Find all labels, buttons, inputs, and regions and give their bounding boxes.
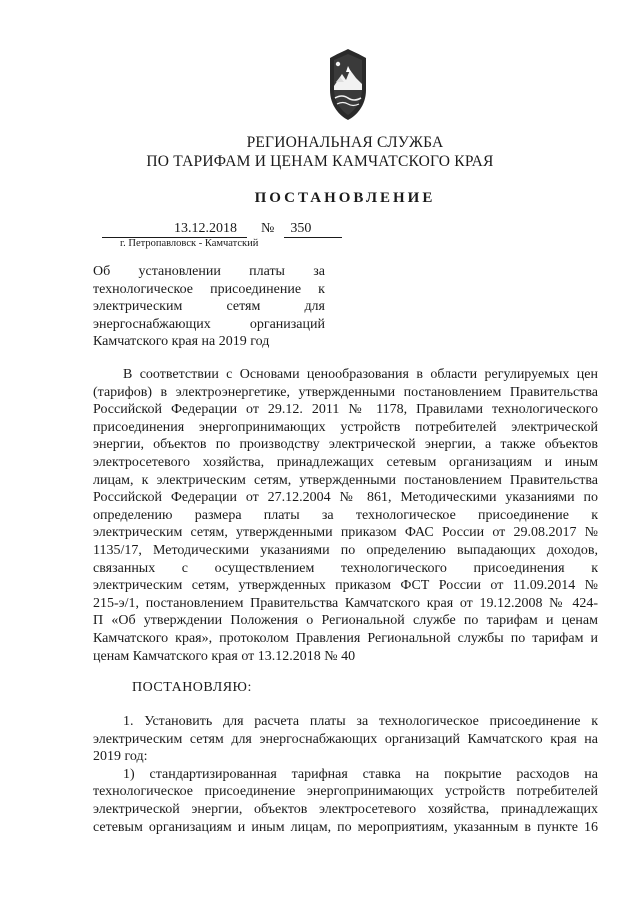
document-date: 13.12.2018: [102, 221, 247, 238]
text-line: 2019 год:: [93, 749, 148, 765]
text-line: энергии, объектов по производству электрической энергии, а также объектов: [93, 437, 598, 453]
text-line: Российской Федерации от 27.12.2004 № 861, Методическими указаниями по: [93, 490, 598, 506]
text-line: 215-э/1, постановлением Правительства Камчатского края от 19.12.2008 № 424-: [93, 595, 598, 611]
text-line: электрическим сетям для энергоснабжающих организаций Камчатского края на: [93, 731, 598, 747]
text-line: Российской Федерации от 29.12. 2011 № 1178, Правилами технологического: [93, 402, 598, 418]
subject-line: энергоснабжающих организаций: [93, 316, 325, 332]
text-line: П «Об утверждении Положения о Региональной службе по тарифам и ценам: [93, 613, 598, 629]
document-number: 350: [284, 221, 342, 238]
subject-line: технологическое присоединение к: [93, 281, 325, 297]
decree-word: ПОСТАНОВЛЯЮ:: [132, 680, 252, 695]
text-line: электросетевого хозяйства, принадлежащих сетевым организациям и иным: [93, 454, 598, 470]
text-line: определению размера платы за технологическое присоединение к: [93, 507, 598, 523]
text-line: (тарифов) в электроэнергетике, утвержденными постановлением Правительства: [93, 384, 598, 400]
agency-name-line-1: РЕГИОНАЛЬНАЯ СЛУЖБА: [246, 134, 444, 151]
agency-name-line-2: ПО ТАРИФАМ И ЦЕНАМ КАМЧАТСКОГО КРАЯ: [146, 153, 494, 170]
number-sign: №: [261, 221, 275, 236]
text-line: технологическое присоединение энергопринимающих устройств потребителей: [93, 784, 598, 800]
text-line: 1. Установить для расчета платы за технологическое присоединение к: [123, 714, 598, 729]
text-line: связанных с осуществлением технологического присоединения к: [93, 560, 598, 576]
document-subject: [93, 263, 325, 351]
subject-line: Об установлении платы за: [93, 264, 325, 279]
agency-name: [40, 133, 600, 171]
text-line: В соответствии с Основами ценообразования в области регулируемых цен: [123, 367, 598, 382]
document-city: г. Петропавловск - Камчатский: [120, 238, 259, 249]
text-line: лицам, к электрическим сетям, утвержденными постановлением Правительства: [93, 472, 598, 488]
text-line: 1) стандартизированная тарифная ставка на покрытие расходов на: [123, 766, 598, 782]
decree-items: [93, 713, 598, 836]
text-line: сетевым организациям и иным лицам, по мероприятиям, указанным в пункте 16: [93, 819, 598, 835]
preamble-paragraph: [93, 366, 598, 665]
coat-of-arms-icon: [320, 46, 376, 122]
text-line: электрической энергии, объектов электросетевого хозяйства, принадлежащих: [93, 801, 598, 817]
text-line: электрическим сетям, утвержденных приказом ФСТ России от 11.09.2014 №: [93, 578, 598, 594]
text-line: 1135/17, Методическими указаниями по определению выпадающих доходов,: [93, 542, 598, 558]
subject-line: Камчатского края на 2019 год: [93, 334, 270, 349]
text-line: ценам Камчатского края от 13.12.2018 № 40: [93, 648, 356, 664]
text-line: присоединения энергопринимающих устройств потребителей электрической: [93, 419, 598, 435]
text-line: электрическим сетям, утвержденными приказом ФАС России от 29.08.2017 №: [93, 525, 598, 541]
document-type-title: ПОСТАНОВЛЕНИЕ: [254, 190, 436, 206]
subject-line: электрическим сетям для: [93, 299, 325, 314]
text-line: Камчатского края», протоколом Правления Региональной службы по тарифам и: [93, 630, 598, 646]
